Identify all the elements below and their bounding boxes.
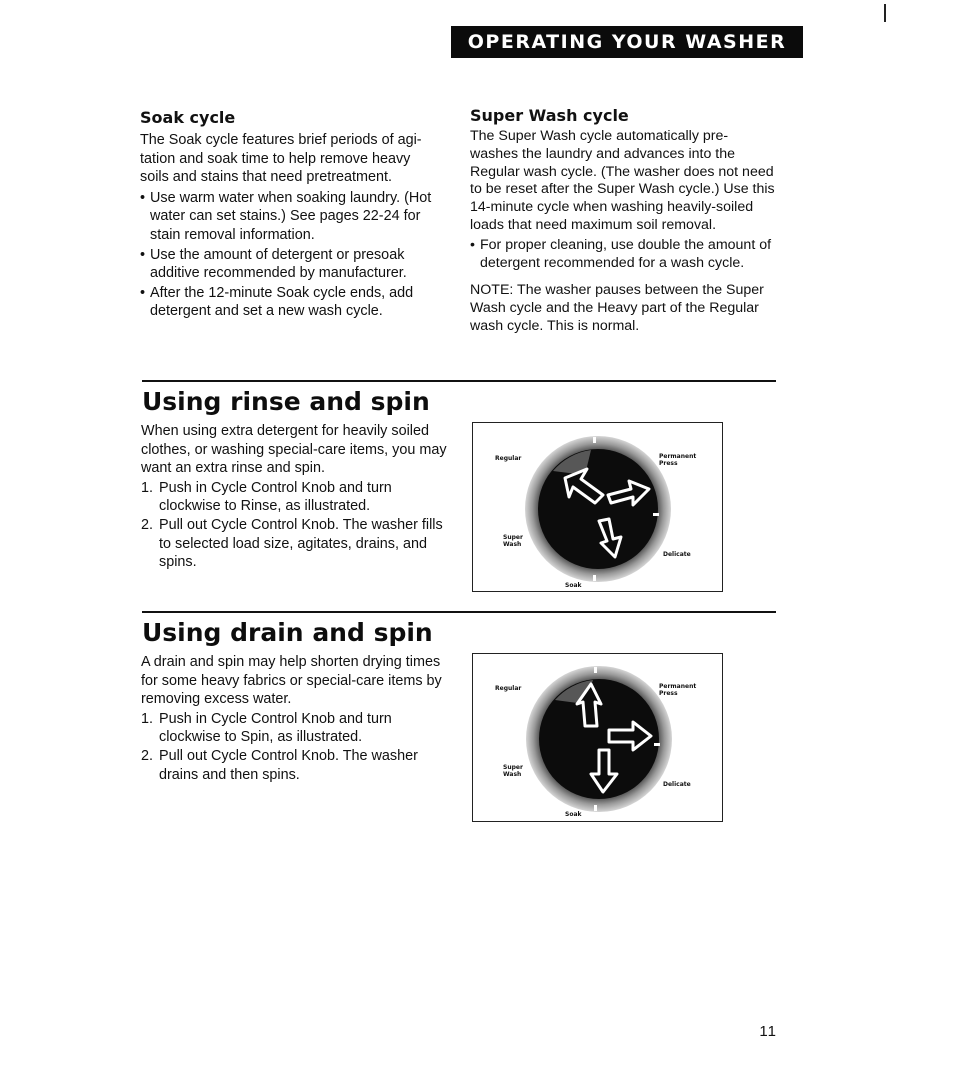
rinse-dial-illustration <box>473 423 722 591</box>
dial-label-delicate: Delicate <box>663 781 691 788</box>
superwash-heading: Super Wash cycle <box>470 106 629 125</box>
soak-section <box>140 108 440 321</box>
dial-label-permanent-press: Permanent Press <box>659 453 697 467</box>
drain-body <box>141 653 451 784</box>
soak-heading: Soak cycle <box>140 108 236 127</box>
drain-title: Using drain and spin <box>142 618 433 647</box>
page-number: 11 <box>759 1023 777 1040</box>
drain-dial-figure <box>472 653 723 822</box>
margin-mark <box>884 4 886 22</box>
rinse-step: 1. Push in Cycle Control Knob and turn clockwise to Rinse, as illustrated. <box>141 479 392 515</box>
drain-dial-illustration <box>473 654 722 821</box>
superwash-note: NOTE: The washer pauses between the Super Wash cycle and the Heavy part of the Regular wash cycle. This is normal. <box>470 282 764 334</box>
dial-label-soak: Soak <box>565 582 582 589</box>
drain-step: 1. Push in Cycle Control Knob and turn clockwise to Spin, as illustrated. <box>141 710 392 746</box>
dial-label-regular: Regular <box>495 685 522 692</box>
superwash-intro: The Super Wash cycle automatically pre-washes the laundry and advances into the Regular wash cycle. (The washer does not need to be reset after the Super Wash cycle.) Use this 14-minute cycle when washing heavily-soiled loads that need maximum soil removal. <box>470 128 775 233</box>
dial-label-permanent-press: Permanent Press <box>659 683 697 697</box>
dial-label-delicate: Delicate <box>663 551 691 558</box>
soak-bullet: • Use warm water when soaking laundry. (Hot water can set stains.) See pages 22-24 for stain removal information. <box>140 189 440 245</box>
section-banner: OPERATING YOUR WASHER <box>451 26 803 58</box>
soak-bullet: • Use the amount of detergent or presoak additive recommended by manufacturer. <box>140 246 440 283</box>
rinse-body <box>141 422 451 572</box>
drain-intro: A drain and spin may help shorten drying times for some heavy fabrics or special-care items by removing excess water. <box>141 654 442 708</box>
section-divider <box>142 380 776 382</box>
rinse-title: Using rinse and spin <box>142 387 430 416</box>
rinse-step: 2. Pull out Cycle Control Knob. The washer fills to selected load size, agitates, drains, and spins. <box>141 516 443 571</box>
superwash-bullet: • For proper cleaning, use double the amount of detergent recommended for a wash cycle. <box>470 237 775 273</box>
soak-bullet: • After the 12-minute Soak cycle ends, add detergent and set a new wash cycle. <box>140 284 440 321</box>
dial-label-regular: Regular <box>495 455 522 462</box>
dial-label-soak: Soak <box>565 811 582 818</box>
section-divider <box>142 611 776 613</box>
rinse-intro: When using extra detergent for heavily soiled clothes, or washing special-care items, you may want an extra rinse and spin. <box>141 423 447 477</box>
superwash-section <box>470 106 775 336</box>
dial-knob <box>538 449 658 569</box>
soak-intro: The Soak cycle features brief periods of agi-tation and soak time to help remove heavy soils and stains that need pretreatment. <box>140 132 422 186</box>
dial-label-super-wash: Super Wash <box>503 534 523 548</box>
dial-label-super-wash: Super Wash <box>503 764 523 778</box>
rinse-dial-figure <box>472 422 723 592</box>
drain-step: 2. Pull out Cycle Control Knob. The washer drains and then spins. <box>141 747 418 783</box>
